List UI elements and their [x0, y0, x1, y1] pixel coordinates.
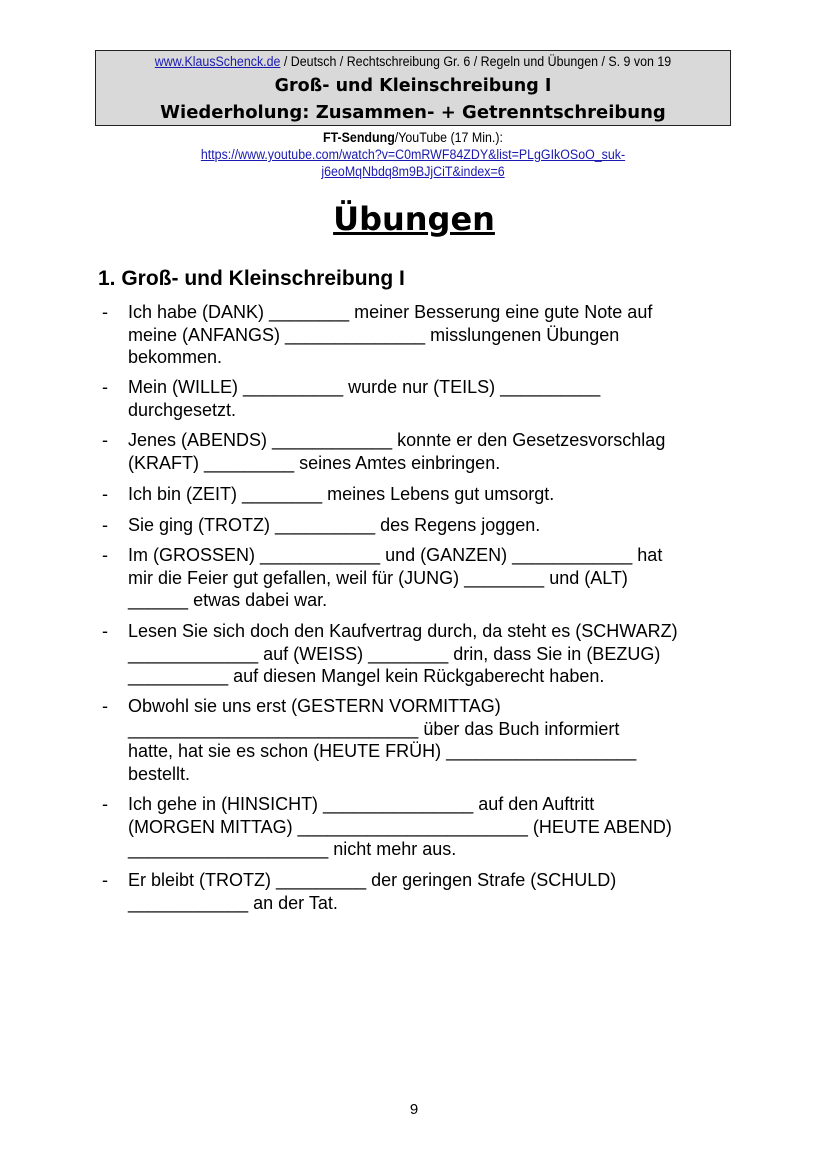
header-title: Groß- und Kleinschreibung I: [274, 76, 552, 96]
video-reference: [120, 129, 705, 180]
breadcrumb: [121, 54, 704, 69]
exercise-text: Obwohl sie uns erst (GESTERN VORMITTAG) _____________________________ über das Buch informiert hatte, hat sie es schon (HEUTE FRÜH) ___________________ bestellt.: [128, 696, 637, 784]
video-url-line-1[interactable]: https://www.youtube.com/watch?v=C0mRWF84ZDY&list=PLgGIkOSoO_suk-: [200, 147, 626, 162]
bullet-dash: -: [102, 870, 108, 890]
exercise-text: Ich habe (DANK) ________ meiner Besserung eine gute Note auf meine (ANFANGS) ______________ misslungenen Übungen bekommen.: [128, 302, 653, 367]
exercise-text: Er bleibt (TROTZ) _________ der geringen Strafe (SCHULD) ____________ an der Tat.: [128, 870, 617, 913]
bullet-dash: -: [102, 621, 108, 641]
bullet-dash: -: [102, 696, 108, 716]
page-title: Übungen: [333, 200, 495, 238]
exercise-text: Mein (WILLE) __________ wurde nur (TEILS) __________ durchgesetzt.: [128, 377, 601, 420]
exercise-text: Jenes (ABENDS) ____________ konnte er den Gesetzesvorschlag (KRAFT) _________ seines Amtes einbringen.: [128, 430, 666, 473]
video-label: [120, 129, 705, 146]
bullet-dash: -: [102, 430, 108, 450]
document-header: [95, 50, 731, 126]
exercise-text: Im (GROSSEN) ____________ und (GANZEN) ____________ hat mir die Feier gut gefallen, weil für (JUNG) ________ und (ALT) ______ etwas dabei war.: [128, 545, 663, 610]
exercise-text: Sie ging (TROTZ) __________ des Regens joggen.: [128, 515, 541, 535]
site-link[interactable]: www.KlausSchenck.de: [154, 54, 281, 69]
header-subtitle: Wiederholung: Zusammen- + Getrenntschreibung: [160, 102, 666, 123]
exercise-text: Ich bin (ZEIT) ________ meines Lebens gut umsorgt.: [128, 484, 555, 504]
bullet-dash: -: [102, 515, 108, 535]
breadcrumb-path: / Deutsch / Rechtschreibung Gr. 6 / Regeln und Übungen / S. 9 von 19: [280, 54, 672, 69]
section-heading: 1. Groß- und Kleinschreibung I: [98, 267, 405, 290]
bullet-dash: -: [102, 545, 108, 565]
page-number: 9: [409, 1101, 419, 1118]
video-url-line-2[interactable]: j6eoMqNbdq8m9BJjCiT&index=6: [321, 164, 505, 179]
exercise-text: Lesen Sie sich doch den Kaufvertrag durch, da steht es (SCHWARZ) _____________ auf (WEISS) ________ drin, dass Sie in (BEZUG) __________ auf diesen Mangel kein Rückgaberecht haben.: [128, 621, 678, 686]
video-label-rest: /YouTube (17 Min.):: [394, 130, 503, 145]
exercise-text: Ich gehe in (HINSICHT) _______________ auf den Auftritt (MORGEN MITTAG) _______________________ (HEUTE ABEND) ____________________ nicht mehr aus.: [128, 794, 672, 859]
bullet-dash: -: [102, 484, 108, 504]
bullet-dash: -: [102, 377, 108, 397]
bullet-dash: -: [102, 302, 108, 322]
bullet-dash: -: [102, 794, 108, 814]
video-label-bold: FT-Sendung: [323, 130, 395, 145]
